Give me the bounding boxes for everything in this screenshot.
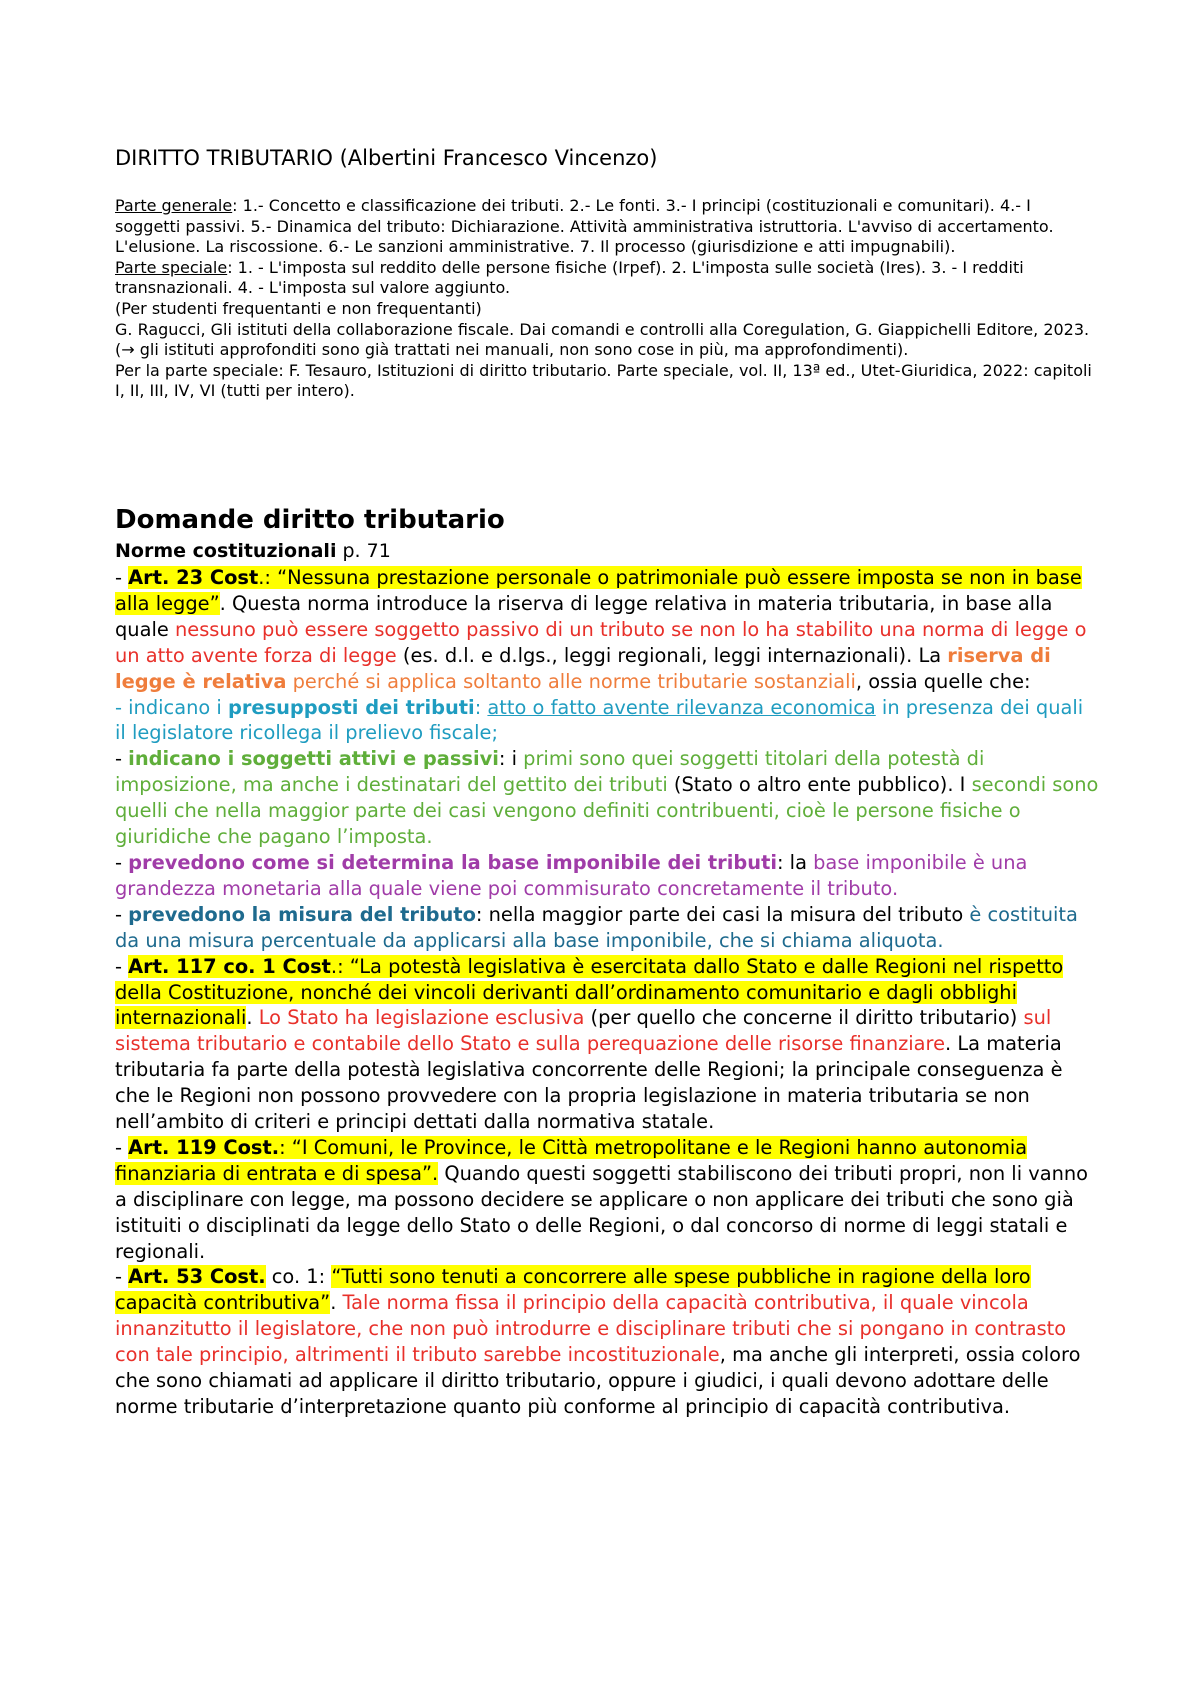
paragraph-art-117: - Art. 117 co. 1 Cost.: “La potestà legislativa è esercitata dallo Stato e dalle Regioni nel rispetto della Costituzione, nonché dei vincoli derivanti dall’ordinamento comunitario e dagli obblighi internazionali. Lo Stato ha legislazione esclusiva (per quello che concerne il diritto tributario) sul sistema tributario e contabile dello Stato e sulla perequazione delle risorse finanziare. La materia tributaria fa parte della potestà legislativa concorrente delle Regioni; la principale conseguenza è che le Regioni non possono provvedere con la propria legislazione in materia tributaria se non nell’ambito di criteri e principi dettati dalla normativa statale. (115, 954, 1064, 1134)
paragraph-art-53: - Art. 53 Cost. co. 1: “Tutti sono tenuti a concorrere alle spese pubbliche in ragione della loro capacità contributiva”. Tale norma fissa il principio della capacità contributiva, il quale vincola innanzitutto il legislatore, che non può introdurre e disciplinare tributi che si pongano in contrasto con tale principio, altrimenti il tributo sarebbe incostituzionale, ma anche gli interpreti, ossia coloro che sono chiamati ad applicare il diritto tributario, oppure i giudici, i quali devono adottare delle norme tributarie d’interpretazione quanto più conforme al principio di capacità contributiva. (115, 1265, 1081, 1418)
document-title: DIRITTO TRIBUTARIO (Albertini Francesco Vincenzo) (115, 146, 658, 170)
syllabus-special: Parte speciale: 1. - L'imposta sul reddito delle persone fisiche (Irpef). 2. L'imposta sulle società (Ires). 3. - I redditi transnazionali. 4. - L'imposta sul valore aggiunto. (115, 257, 1024, 298)
special-part-label: Parte speciale (115, 257, 228, 277)
presupposti-link[interactable]: atto o fatto avente rilevanza economica (487, 695, 876, 719)
paragraph-soggetti: - indicano i soggetti attivi e passivi: i primi sono quei soggetti titolari della potestà di imposizione, ma anche i destinatari del gettito dei tributi (Stato o altro ente pubblico). I secondi sono quelli che nella maggior parte dei casi vengono definiti contribuenti, cioè le persone fisiche o giuridiche che pagano l’imposta. (115, 747, 1099, 849)
paragraph-art-23: - Art. 23 Cost.: “Nessuna prestazione personale o patrimoniale può essere imposta se non in base alla legge”. Questa norma introduce la riserva di legge relativa in materia tributaria, in base alla quale nessuno può essere soggetto passivo di un tributo se non lo ha stabilito una norma di legge o un atto avente forza di legge (es. d.l. e d.lgs., leggi regionali, leggi internazionali). La riserva di legge è relativa perché si applica soltanto alle norme tributarie sostanziali, ossia quelle che: (115, 566, 1087, 693)
paragraph-base-imponibile: - prevedono come si determina la base imponibile dei tributi: la base imponibile è una grandezza monetaria alla quale viene poi commisurato concretamente il tributo. (115, 850, 1028, 900)
syllabus-tesauro: Per la parte speciale: F. Tesauro, Istituzioni di diritto tributario. Parte speciale, vol. II, 13ª ed., Utet-Giuridica, 2022: capitoli I, II, III, IV, VI (tutti per intero). (115, 360, 1092, 401)
paragraph-misura: - prevedono la misura del tributo: nella maggior parte dei casi la misura del tributo è costituita da una misura percentuale da applicarsi alla base imponibile, che si chiama aliquota. (115, 902, 1078, 952)
syllabus-section (115, 196, 1100, 402)
syllabus-general: Parte generale: 1.- Concetto e classificazione dei tributi. 2.- Le fonti. 3.- I principi (costituzionali e comunitari). 4.- I soggetti passivi. 5.- Dinamica del tributo: Dichiarazione. Attività amministrativa istruttoria. L'avviso di accertamento. L'elusione. La riscossione. 6.- Le sanzioni amministrative. 7. Il processo (giurisdizione e atti impugnabili). (115, 196, 1054, 257)
general-part-label: Parte generale (115, 196, 233, 215)
paragraph-art-119: - Art. 119 Cost.: “I Comuni, le Province, le Città metropolitane e le Regioni hanno autonomia finanziaria di entrata e di spesa”. Quando questi soggetti stabiliscono dei tributi propri, non li vanno a disciplinare con legge, ma possono decidere se applicare o non applicare dei tributi che sono già istituiti o disciplinati da legge dello Stato o delle Regioni, o dal concorso di norme di leggi statali e regionali. (115, 1135, 1089, 1263)
paragraph-presupposti: - indicano i presupposti dei tributi: atto o fatto avente rilevanza economica in presenza dei quali il legislatore ricollega il prelievo fiscale; (115, 695, 1084, 745)
section-subheading: Norme costituzionali p. 71 (115, 540, 391, 562)
questions-body (115, 565, 1100, 1420)
syllabus-ragucci: G. Ragucci, Gli istituti della collaborazione fiscale. Dai comandi e controlli alla Coregulation, G. Giappichelli Editore, 2023. (→ gli istituti approfonditi sono già trattati nei manuali, non sono cose in più, ma approfondimenti). (115, 319, 1090, 360)
questions-heading: Domande diritto tributario (115, 505, 505, 535)
syllabus-students: (Per studenti frequentanti e non frequentanti) (115, 298, 482, 318)
